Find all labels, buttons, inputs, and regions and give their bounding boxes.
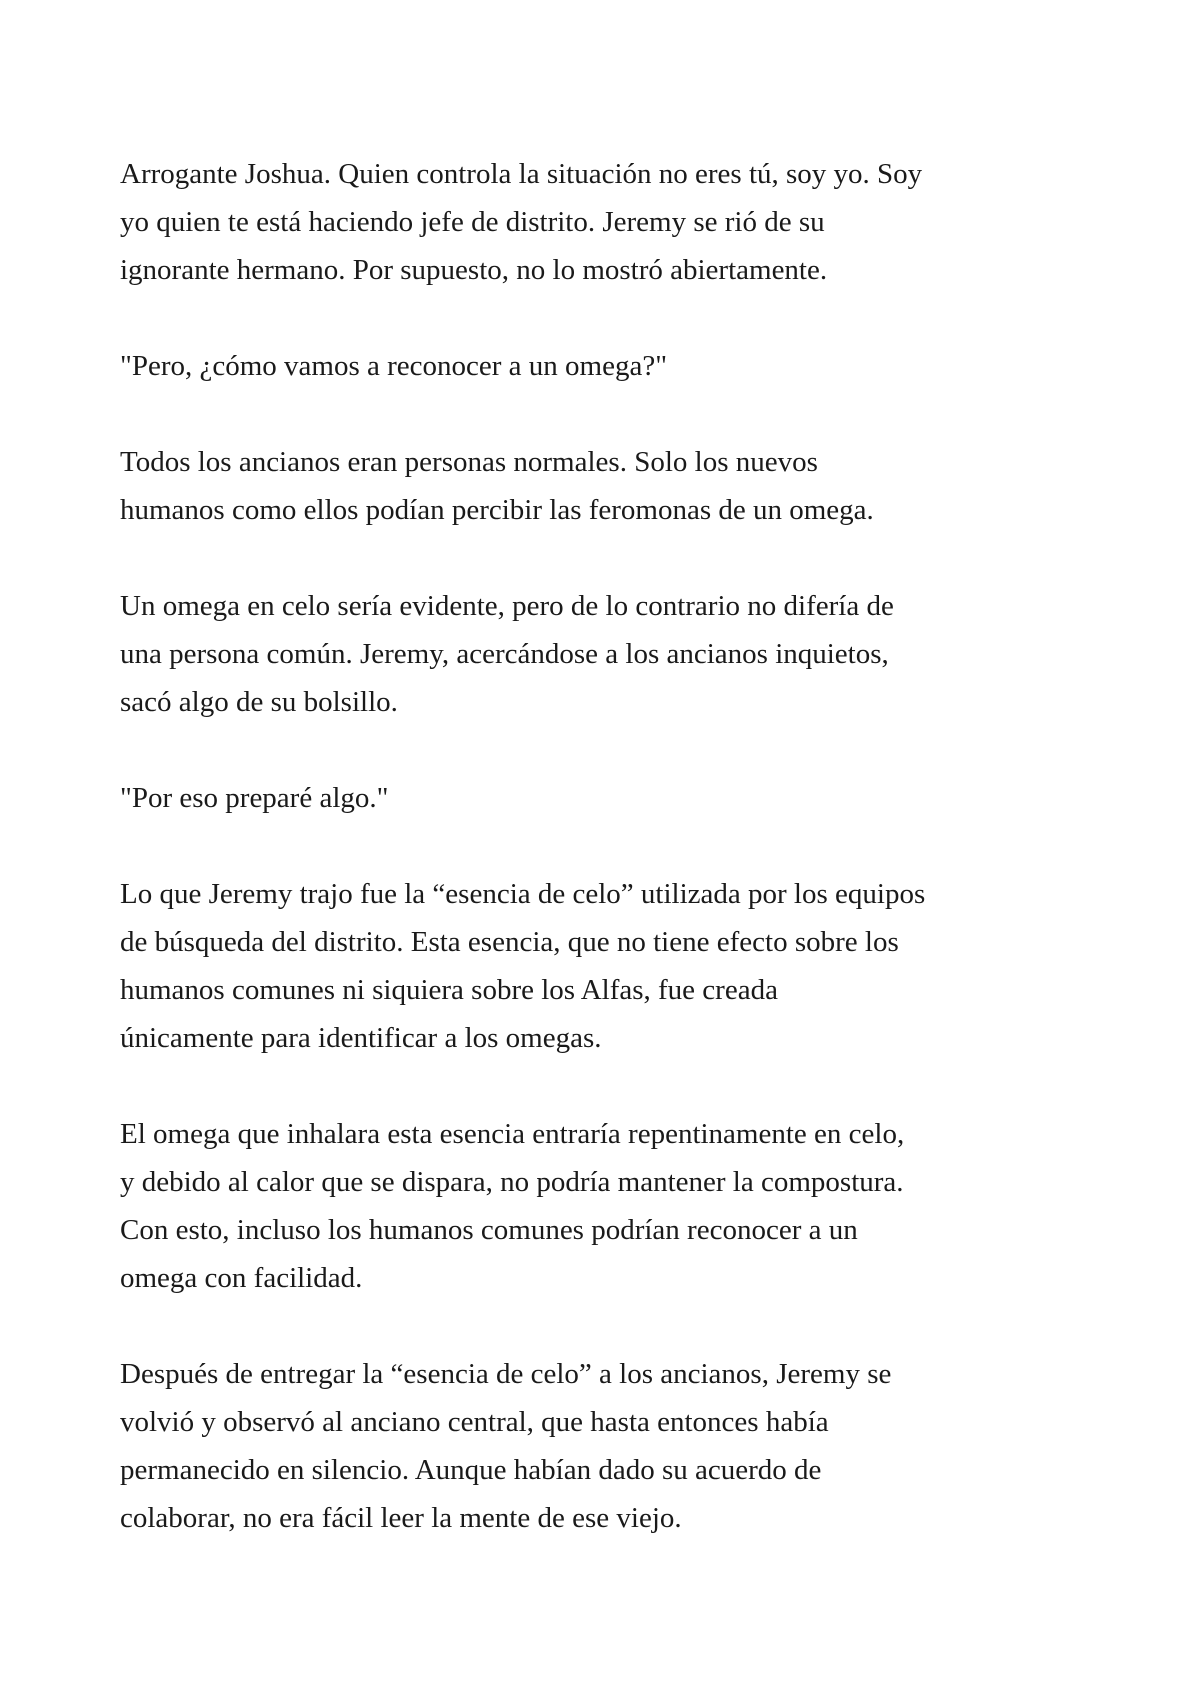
document-body: [120, 150, 1100, 1590]
text-line: colaborar, no era fácil leer la mente de ese viejo.: [120, 1502, 682, 1534]
text-line: Arrogante Joshua. Quien controla la situación no eres tú, soy yo. Soy: [120, 158, 923, 190]
text-line: Después de entregar la “esencia de celo” a los ancianos, Jeremy se: [120, 1358, 892, 1390]
paragraph: [120, 1110, 1100, 1302]
paragraph: [120, 774, 1100, 822]
text-line: de búsqueda del distrito. Esta esencia, que no tiene efecto sobre los: [120, 926, 899, 958]
text-line: ignorante hermano. Por supuesto, no lo mostró abiertamente.: [120, 254, 828, 286]
text-line: únicamente para identificar a los omegas.: [120, 1022, 602, 1054]
text-line: Lo que Jeremy trajo fue la “esencia de celo” utilizada por los equipos: [120, 878, 926, 910]
text-line: y debido al calor que se dispara, no podría mantener la compostura.: [120, 1166, 904, 1198]
text-line: permanecido en silencio. Aunque habían dado su acuerdo de: [120, 1454, 822, 1486]
text-line: humanos como ellos podían percibir las feromonas de un omega.: [120, 494, 874, 526]
text-line: yo quien te está haciendo jefe de distrito. Jeremy se rió de su: [120, 206, 825, 238]
text-line: una persona común. Jeremy, acercándose a los ancianos inquietos,: [120, 638, 889, 670]
text-line: "Pero, ¿cómo vamos a reconocer a un omega?": [120, 350, 668, 382]
text-line: Un omega en celo sería evidente, pero de lo contrario no difería de: [120, 590, 894, 622]
text-line: volvió y observó al anciano central, que hasta entonces había: [120, 1406, 829, 1438]
text-line: Todos los ancianos eran personas normales. Solo los nuevos: [120, 446, 818, 478]
text-line: "Por eso preparé algo.": [120, 782, 389, 814]
text-line: omega con facilidad.: [120, 1262, 363, 1294]
paragraph: [120, 582, 1100, 726]
paragraph: [120, 1350, 1100, 1542]
paragraph: [120, 150, 1100, 294]
paragraph: [120, 870, 1100, 1062]
paragraph: [120, 438, 1100, 534]
paragraph: [120, 342, 1100, 390]
text-line: El omega que inhalara esta esencia entraría repentinamente en celo,: [120, 1118, 905, 1150]
text-line: Con esto, incluso los humanos comunes podrían reconocer a un: [120, 1214, 858, 1246]
text-line: sacó algo de su bolsillo.: [120, 686, 398, 718]
text-line: humanos comunes ni siquiera sobre los Alfas, fue creada: [120, 974, 778, 1006]
